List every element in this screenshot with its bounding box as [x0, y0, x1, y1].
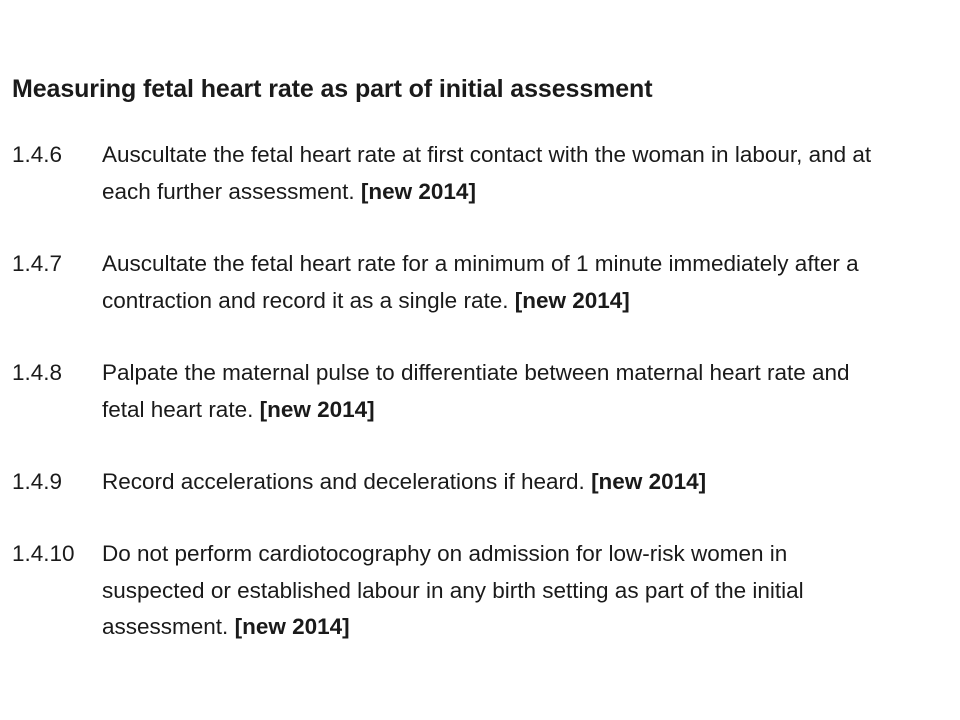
new-2014-tag: [new 2014] — [234, 614, 350, 639]
recommendation-line-text: contraction and record it as a single rate. — [102, 287, 509, 313]
recommendation-line: suspected or established labour in any birth setting as part of the initial — [102, 577, 804, 603]
section-title: Measuring fetal heart rate as part of initial assessment — [12, 75, 653, 103]
recommendation-number: 1.4.7 — [12, 251, 63, 276]
new-2014-tag: [new 2014] — [360, 178, 476, 204]
recommendation-line-text: each further assessment. — [102, 178, 355, 204]
recommendation-number: 1.4.9 — [12, 469, 63, 494]
recommendation-text — [102, 355, 948, 428]
recommendation-line-text: assessment. — [102, 614, 229, 639]
recommendation-line: Auscultate the fetal heart rate at first contact with the woman in labour, and at — [102, 142, 872, 167]
recommendation-text — [102, 464, 948, 501]
recommendation-line-last — [102, 174, 948, 211]
recommendation-line: Do not perform cardiotocography on admission for low-risk women in — [102, 541, 788, 566]
recommendation-line: Palpate the maternal pulse to differentiate between maternal heart rate and — [102, 360, 850, 385]
recommendation-number: 1.4.6 — [12, 142, 63, 167]
recommendation-line: Auscultate the fetal heart rate for a minimum of 1 minute immediately after a — [102, 251, 859, 276]
recommendation-line-text: fetal heart rate. — [102, 396, 254, 422]
new-2014-tag: [new 2014] — [514, 287, 630, 313]
new-2014-tag: [new 2014] — [259, 396, 375, 422]
recommendation-number: 1.4.10 — [12, 541, 75, 566]
recommendation-line-last — [102, 392, 948, 429]
recommendation-line-last — [102, 464, 948, 501]
recommendation-line-text: Record accelerations and decelerations if heard. — [102, 469, 585, 494]
recommendation-line-last — [102, 283, 948, 320]
recommendation-text — [102, 536, 948, 646]
recommendation-text — [102, 246, 948, 319]
recommendation-line-last — [102, 609, 948, 646]
new-2014-tag: [new 2014] — [591, 469, 707, 494]
recommendation-text — [102, 137, 948, 210]
recommendation-number: 1.4.8 — [12, 360, 63, 385]
